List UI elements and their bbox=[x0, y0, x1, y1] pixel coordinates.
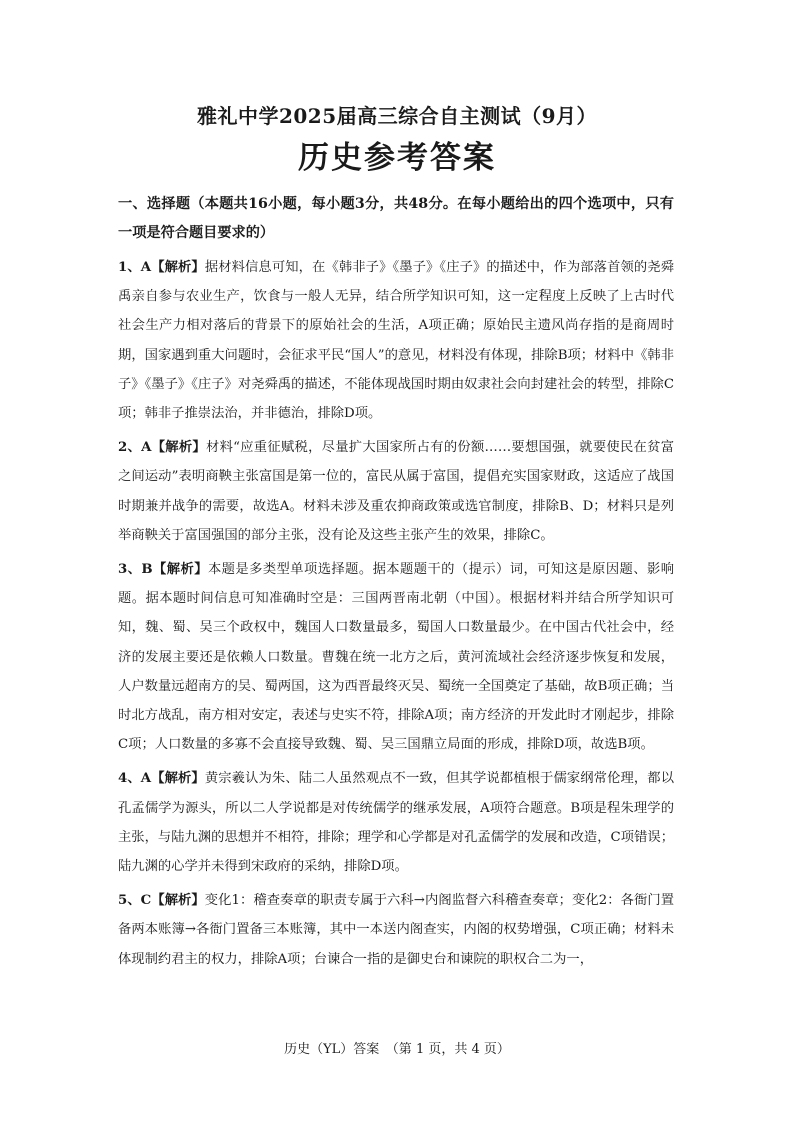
answer-label: 4、A【解析】 bbox=[118, 771, 205, 787]
answer-label: 2、A【解析】 bbox=[118, 440, 206, 456]
answer-label: 5、C【解析】 bbox=[118, 893, 205, 909]
answer-item-3 bbox=[118, 555, 674, 759]
page-footer: 历史（YL）答案 （第 1 页，共 4 页） bbox=[284, 1042, 510, 1057]
answer-text: 据材料信息可知，在《韩非子》《墨子》《庄子》的描述中，作为部落首领的尧舜禹亲自参与农业生产，饮食与一般人无异，结合所学知识可知，这一定程度上反映了上古时代社会生产力相对落后的背景下的原始社会的生活，A项正确；原始民主遗风尚存指的是商周时期，国家遇到重大问题时，会征求平民“国人”的意见，材料没有体现，排除B项；材料中《韩非子》《墨子》《庄子》对尧舜禹的描述，不能体现战国时期由奴隶社会向封建社会的转型，排除C项；韩非子推崇法治，并非德治，排除D项。 bbox=[118, 260, 674, 422]
answer-text: 材料“应重征赋税，尽量扩大国家所占有的份额……要想国强，就要使民在贫富之间运动”表明商鞅主张富国是第一位的，富民从属于富国，提倡充实国家财政，这适应了战国时期兼并战争的需要，故选A。材料未涉及重农抑商政策或选官制度，排除B、D；材料只是列举商鞅关于富国强国的部分主张，没有论及这些主张产生的效果，排除C。 bbox=[118, 440, 675, 543]
answer-item-1 bbox=[118, 253, 674, 428]
answer-label: 3、B【解析】 bbox=[118, 562, 208, 578]
answer-content bbox=[118, 190, 674, 979]
answer-item-5 bbox=[118, 886, 674, 974]
exam-title: 雅礼中学2025届高三综合自主测试（9月） bbox=[196, 104, 598, 128]
answer-item-4 bbox=[118, 764, 674, 881]
answer-label: 1、A【解析】 bbox=[118, 260, 205, 275]
answer-text: 变化1：稽查奏章的职责专属于六科→内阁监督六科稽查奏章；变化2：各衙门置备两本账簿→各衙门置备三本账簿，其中一本送内阁查实，内阁的权势增强，C项正确；材料未体现制约君主的权力，排除A项；台谏合一指的是御史台和谏院的职权合二为一， bbox=[118, 893, 674, 967]
section-heading: 一、选择题（本题共16小题，每小题3分，共48分。在每小题给出的四个选项中，只有一项是符合题目要求的） bbox=[118, 196, 674, 241]
answer-text: 本题是多类型单项选择题。据本题题干的（提示）词，可知这是原因题、影响题。据本题时间信息可知准确时空是：三国两晋南北朝（中国）。根据材料并结合所学知识可知，魏、蜀、吴三个政权中，魏国人口数量最多，蜀国人口数量最少。在中国古代社会中，经济的发展主要还是依赖人口数量。曹魏在统一北方之后，黄河流域社会经济逐步恢复和发展，人户数量远超南方的吴、蜀两国，这为西晋最终灭吴、蜀统一全国奠定了基础，故B项正确；当时北方战乱，南方相对安定，表述与史实不符，排除A项；南方经济的开发此时才刚起步，排除C项；人口数量的多寡不会直接导致魏、蜀、吴三国鼎立局面的形成，排除D项，故选B项。 bbox=[118, 562, 674, 753]
answer-item-2 bbox=[118, 433, 674, 550]
answer-text: 黄宗羲认为朱、陆二人虽然观点不一致，但其学说都植根于儒家纲常伦理，都以孔孟儒学为源头，所以二人学说都是对传统儒学的继承发展，A项符合题意。B项是程朱理学的主张，与陆九渊的思想并不相符，排除；理学和心学都是对孔孟儒学的发展和改造，C项错误；陆九渊的心学并未得到宋政府的采纳，排除D项。 bbox=[118, 771, 675, 875]
answer-key-title: 历史参考答案 bbox=[298, 140, 496, 176]
